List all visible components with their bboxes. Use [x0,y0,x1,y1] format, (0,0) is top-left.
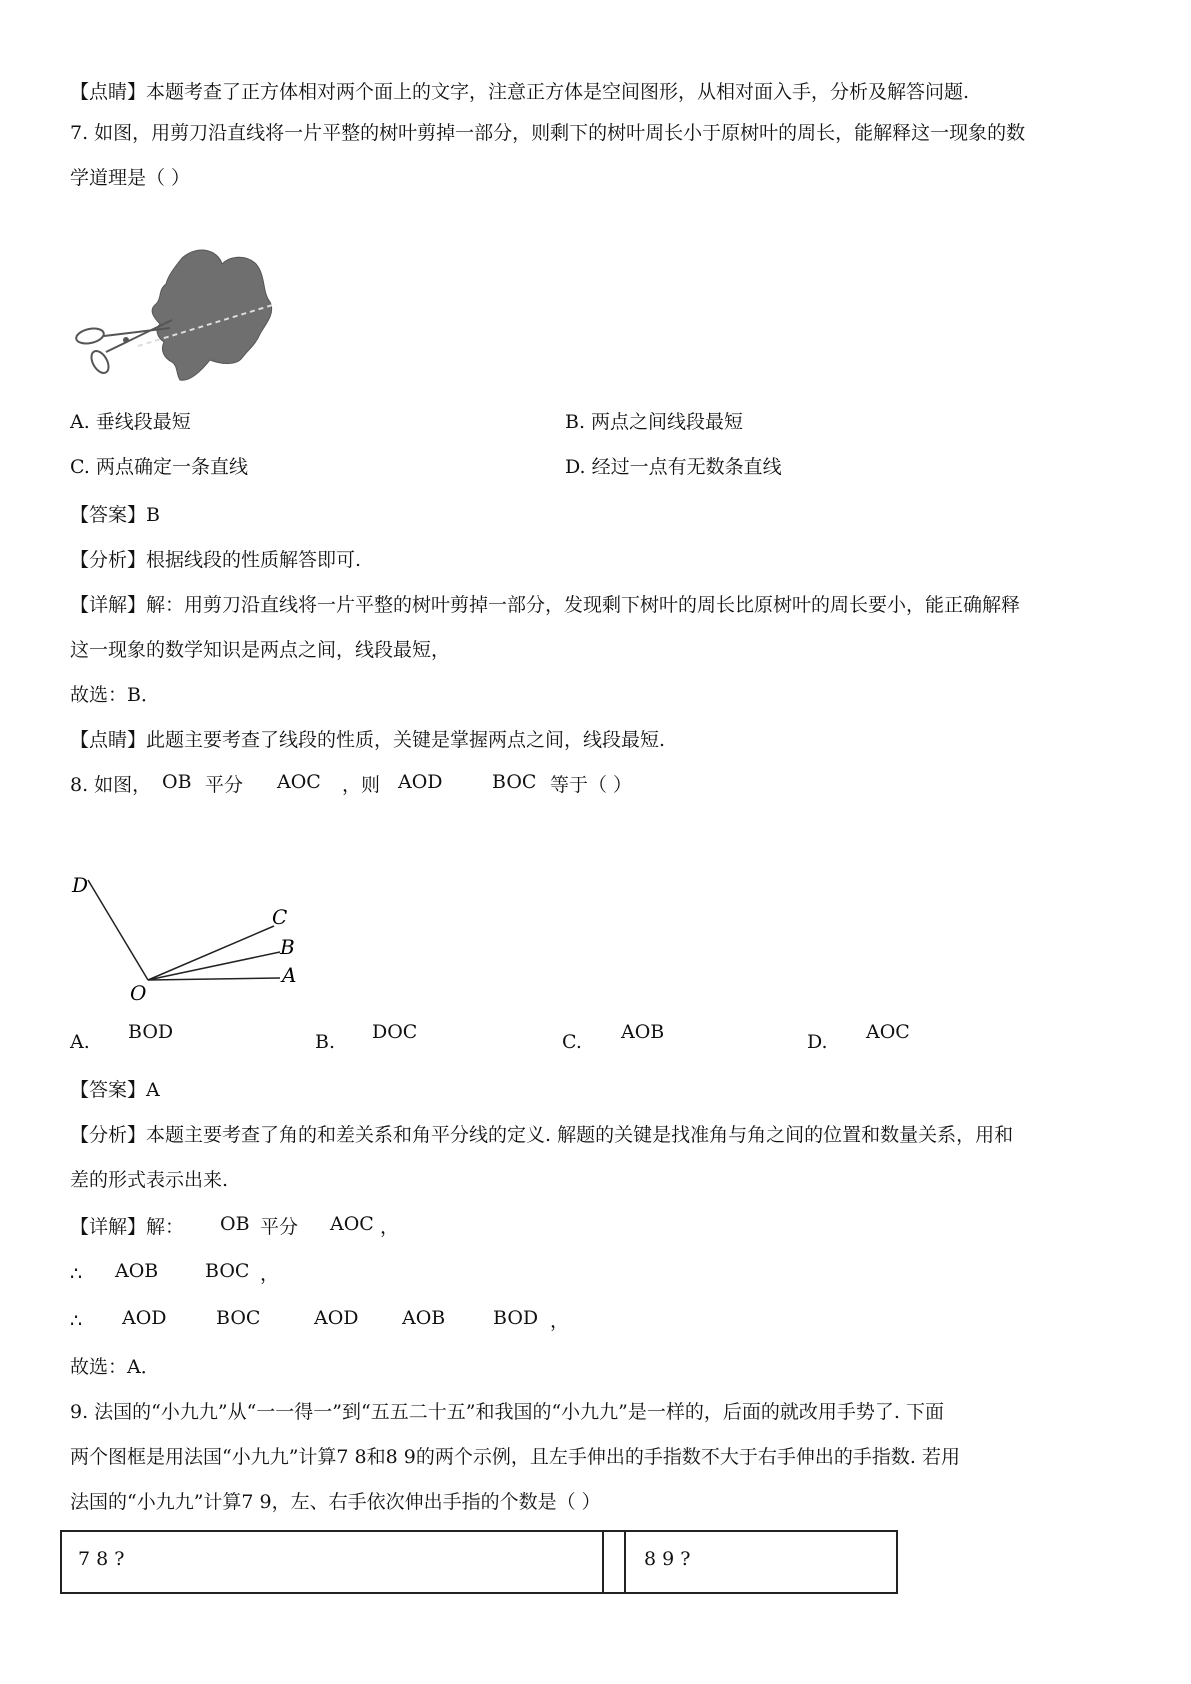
q8-answer: 【答案】A [70,1079,160,1101]
table-divider [624,1532,626,1592]
q7-option-a: A. 垂线段最短 [70,411,191,433]
table-right-cell: 8 9 ? [644,1548,691,1570]
q8-option-a-value: BOD [128,1021,174,1043]
q8-detail-aoc: AOC [330,1213,374,1235]
q8-analysis-line2: 差的形式表示出来. [70,1169,229,1191]
q8-option-d-value: AOC [866,1021,910,1043]
table-left-cell: 7 8 ? [78,1548,125,1570]
q8-option-a-letter: A. [70,1031,90,1053]
q8-detail-prefix: 【详解】解： [70,1216,185,1238]
leaf-shape [152,250,272,380]
q7-answer: 【答案】B [70,504,160,526]
q7-analysis: 【分析】根据线段的性质解答即可. [70,549,362,571]
q8-step2-aod-2: AOD [314,1307,359,1329]
q8-step2-bod: BOD [493,1307,539,1329]
q8-step2-aod: AOD [122,1307,167,1329]
q8-option-b-value: DOC [372,1021,418,1043]
q7-detail-line1: 【详解】解：用剪刀沿直线将一片平整的树叶剪掉一部分，发现剩下树叶的周长比原树叶的周长要小，能正确解释 [70,594,1021,616]
q9-line3: 法国的“小九九”计算7 9，左、右手依次伸出手指的个数是（ ） [70,1491,601,1513]
q8-step1-therefore: ∴ [70,1263,83,1285]
ray-ob [148,952,280,980]
q8-option-c-letter: C. [562,1031,582,1053]
label-a: A [282,963,297,987]
q8-option-c-value: AOB [621,1021,665,1043]
q8-stem-aoc: AOC [277,771,321,793]
q8-detail-bisects: 平分 [260,1216,299,1238]
q9-example-table [60,1530,898,1594]
q8-step2-aob: AOB [402,1307,446,1329]
q8-option-b-letter: B. [315,1031,336,1053]
q8-detail-comma: ， [380,1216,400,1238]
q9-line1: 9. 法国的“小九九”从“一一得一”到“五五二十五”和我国的“小九九”是一样的，后面的就改用手势了. 下面 [70,1401,944,1423]
label-c: C [272,905,288,929]
q8-stem-boc: BOC [492,771,537,793]
angle-figure [68,872,308,1002]
q8-step2-comma: ， [550,1310,570,1332]
q7-option-c: C. 两点确定一条直线 [70,456,248,478]
ray-oc [148,926,274,980]
q8-analysis-line1: 【分析】本题主要考查了角的和差关系和角平分线的定义. 解题的关键是找准角与角之间的位置和数量关系，用和 [70,1124,1014,1146]
q8-step1-comma: ， [260,1263,280,1285]
q7-option-d: D. 经过一点有无数条直线 [565,456,782,478]
q6-note: 【点睛】本题考查了正方体相对两个面上的文字，注意正方体是空间图形，从相对面入手，分析及解答问题. [70,81,970,103]
q7-stem-line2: 学道理是（ ） [70,167,191,189]
q8-stem-ob: OB [162,771,192,793]
q8-stem-aod: AOD [398,771,443,793]
q8-choose: 故选：A． [70,1356,160,1378]
table-divider [602,1532,604,1592]
label-o: O [130,981,147,1002]
ray-oa [148,978,280,980]
ray-od [88,880,148,980]
q8-stem-prefix: 8. 如图， [70,774,152,796]
q9-line2: 两个图框是用法国“小九九”计算7 8和8 9的两个示例，且左手伸出的手指数不大于右手伸出的手指数. 若用 [70,1446,960,1468]
q7-note: 【点睛】此题主要考查了线段的性质，关键是掌握两点之间，线段最短. [70,729,666,751]
label-b: B [280,935,295,959]
q8-step2-boc: BOC [216,1307,261,1329]
q8-step1-boc: BOC [205,1260,250,1282]
leaf-scissors-figure [70,240,310,410]
q7-stem-line1: 7. 如图，用剪刀沿直线将一片平整的树叶剪掉一部分，则剩下的树叶周长小于原树叶的周长，能解释这一现象的数 [70,122,1026,144]
q8-detail-ob: OB [220,1213,250,1235]
q8-stem-then: ，则 [342,774,381,796]
q7-detail-line2: 这一现象的数学知识是两点之间，线段最短， [70,639,451,661]
q7-option-b: B. 两点之间线段最短 [565,411,744,433]
label-d: D [72,873,89,897]
q8-step1-aob: AOB [115,1260,159,1282]
q7-choose: 故选：B． [70,684,160,706]
q8-step2-therefore: ∴ [70,1310,83,1332]
q8-option-d-letter: D. [807,1031,828,1053]
q8-stem-equals: 等于（ ） [550,774,633,796]
q8-stem-bisects: 平分 [205,774,244,796]
